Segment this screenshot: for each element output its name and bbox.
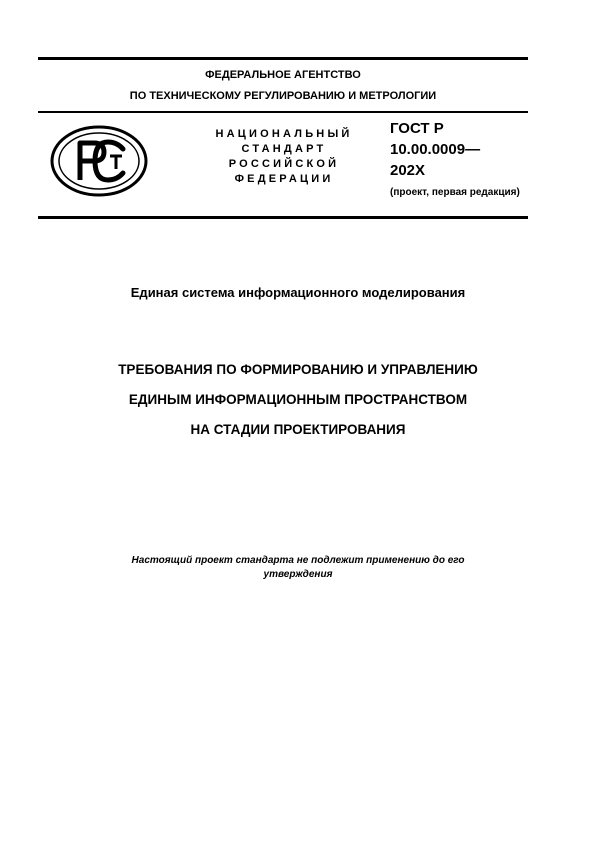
gost-line-1: ГОСТ Р bbox=[390, 120, 444, 137]
rst-emblem-icon bbox=[50, 125, 148, 197]
draft-notice-line-2: утверждения bbox=[263, 569, 333, 580]
system-title: Единая система информационного моделирования bbox=[130, 285, 466, 300]
bottom-rule bbox=[38, 216, 528, 219]
gost-line-2: 10.00.0009— bbox=[390, 141, 481, 158]
document-title bbox=[38, 355, 558, 445]
top-rule bbox=[38, 57, 528, 60]
gost-draft-note: (проект, первая редакция) bbox=[390, 187, 520, 198]
middle-rule bbox=[38, 111, 528, 113]
national-standard-line-4: ФЕДЕРАЦИИ bbox=[234, 173, 334, 185]
gost-line-3: 202Х bbox=[390, 162, 426, 179]
national-standard-line-2: СТАНДАРТ bbox=[241, 143, 327, 155]
document-title-line-1: ТРЕБОВАНИЯ ПО ФОРМИРОВАНИЮ И УПРАВЛЕНИЮ bbox=[118, 362, 478, 377]
national-standard-line-3: РОССИЙСКОЙ bbox=[228, 158, 340, 170]
document-title-line-2: ЕДИНЫМ ИНФОРМАЦИОННЫМ ПРОСТРАНСТВОМ bbox=[128, 392, 468, 407]
national-standard-line-1: НАЦИОНАЛЬНЫЙ bbox=[215, 128, 353, 140]
draft-notice-line-1: Настоящий проект стандарта не подлежит применению до его bbox=[131, 555, 465, 566]
agency-line-1: ФЕДЕРАЛЬНОЕ АГЕНТСТВО bbox=[205, 69, 361, 81]
document-title-line-3: НА СТАДИИ ПРОЕКТИРОВАНИЯ bbox=[190, 422, 406, 437]
gost-designation-block bbox=[390, 118, 520, 199]
draft-notice bbox=[38, 554, 558, 582]
agency-line-2: ПО ТЕХНИЧЕСКОМУ РЕГУЛИРОВАНИЮ И МЕТРОЛОГИИ bbox=[129, 90, 437, 102]
national-standard-block bbox=[198, 127, 370, 187]
